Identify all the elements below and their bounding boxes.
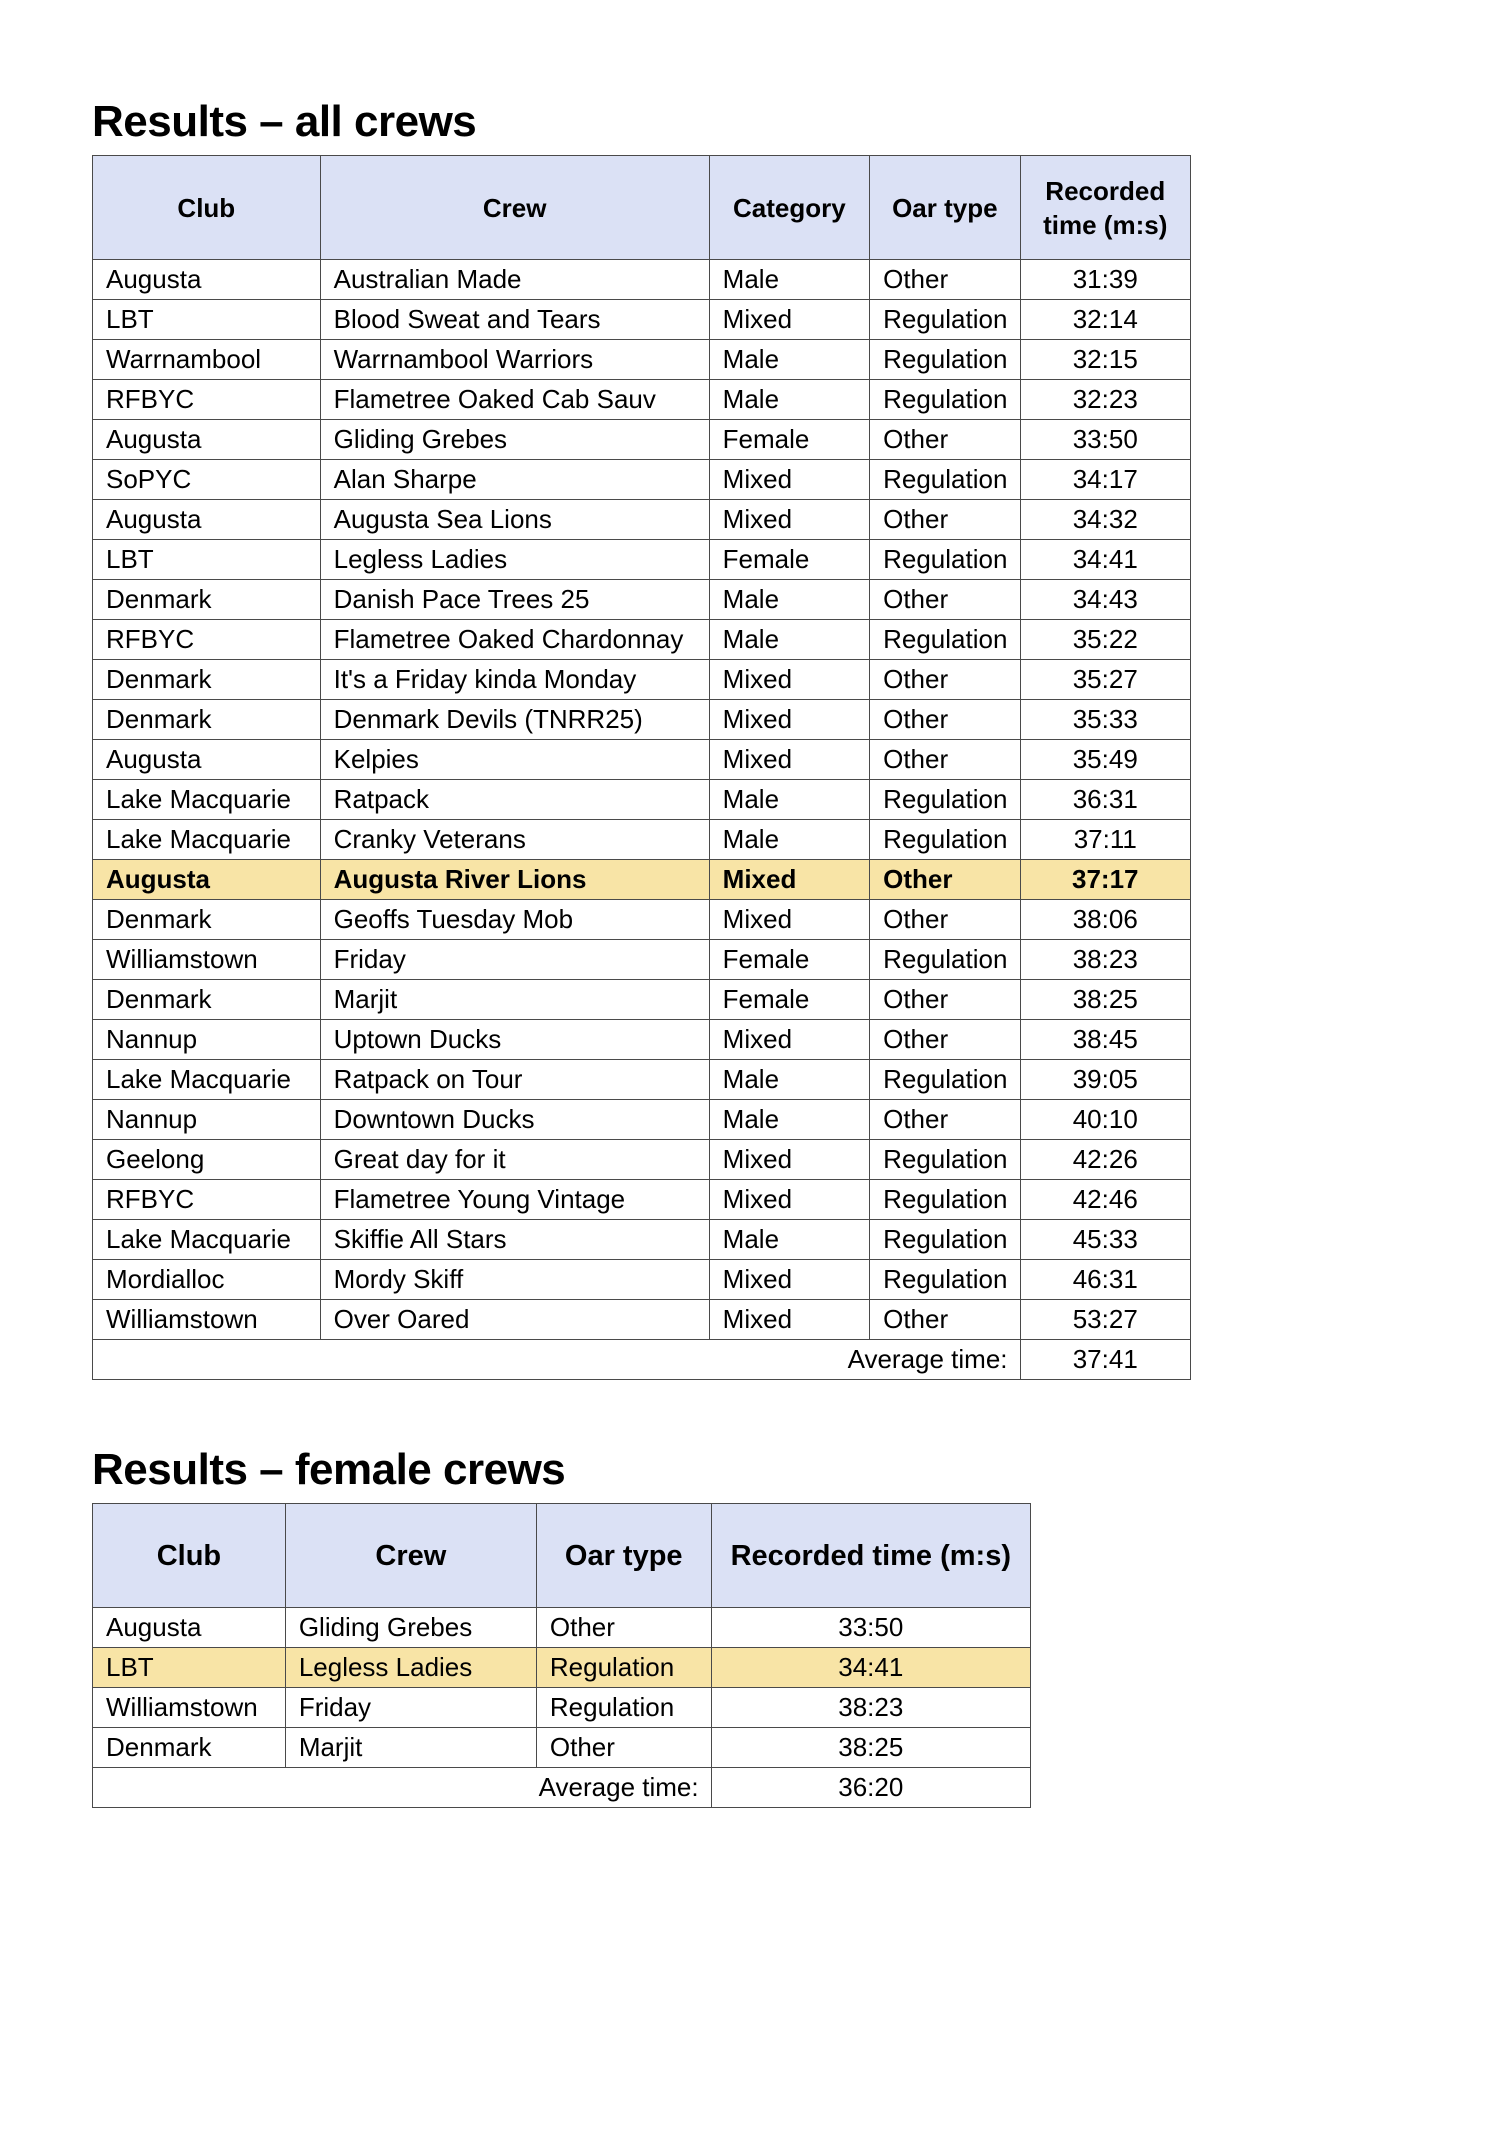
cell-crew: Marjit	[320, 980, 709, 1020]
column-header-club: Club	[93, 1504, 286, 1608]
table-row	[93, 420, 1191, 460]
cell-club: LBT	[93, 1648, 286, 1688]
cell-oar: Other	[870, 420, 1020, 460]
table-header-row	[93, 1504, 1031, 1608]
cell-oar: Regulation	[870, 1220, 1020, 1260]
cell-category: Female	[709, 540, 869, 580]
cell-crew: Marjit	[285, 1728, 536, 1768]
cell-club: Nannup	[93, 1020, 321, 1060]
table-row	[93, 1100, 1191, 1140]
cell-oar: Regulation	[870, 540, 1020, 580]
cell-category: Male	[709, 380, 869, 420]
cell-crew: Great day for it	[320, 1140, 709, 1180]
cell-category: Female	[709, 420, 869, 460]
table-row-highlighted	[93, 1648, 1031, 1688]
cell-time: 38:23	[1020, 940, 1190, 980]
table-row	[93, 820, 1191, 860]
table-row	[93, 620, 1191, 660]
cell-category: Male	[709, 780, 869, 820]
table-row	[93, 1020, 1191, 1060]
cell-oar: Regulation	[870, 820, 1020, 860]
cell-crew: It's a Friday kinda Monday	[320, 660, 709, 700]
cell-club: Augusta	[93, 860, 321, 900]
cell-club: Mordialloc	[93, 1260, 321, 1300]
cell-time: 42:46	[1020, 1180, 1190, 1220]
average-value: 36:20	[711, 1768, 1030, 1808]
cell-oar: Other	[870, 860, 1020, 900]
cell-oar: Regulation	[870, 1260, 1020, 1300]
average-row	[93, 1768, 1031, 1808]
cell-club: Denmark	[93, 700, 321, 740]
cell-time: 37:17	[1020, 860, 1190, 900]
all-crews-rows	[93, 260, 1191, 1340]
cell-club: Williamstown	[93, 940, 321, 980]
cell-category: Mixed	[709, 860, 869, 900]
cell-crew: Legless Ladies	[320, 540, 709, 580]
cell-time: 37:11	[1020, 820, 1190, 860]
cell-category: Mixed	[709, 740, 869, 780]
table-row	[93, 980, 1191, 1020]
cell-category: Male	[709, 260, 869, 300]
cell-crew: Flametree Oaked Chardonnay	[320, 620, 709, 660]
cell-club: Denmark	[93, 900, 321, 940]
table-row	[93, 700, 1191, 740]
cell-club: RFBYC	[93, 1180, 321, 1220]
cell-crew: Gliding Grebes	[285, 1608, 536, 1648]
cell-time: 45:33	[1020, 1220, 1190, 1260]
column-header-crew: Crew	[320, 156, 709, 260]
cell-oar: Regulation	[870, 380, 1020, 420]
table-row	[93, 300, 1191, 340]
results-page	[92, 92, 1422, 1808]
cell-category: Male	[709, 580, 869, 620]
cell-oar: Other	[870, 1300, 1020, 1340]
cell-time: 31:39	[1020, 260, 1190, 300]
cell-oar: Regulation	[536, 1648, 711, 1688]
cell-oar: Other	[870, 660, 1020, 700]
cell-time: 38:25	[1020, 980, 1190, 1020]
female-crews-table	[92, 1503, 1031, 1808]
cell-category: Female	[709, 940, 869, 980]
table-row	[93, 940, 1191, 980]
average-row	[93, 1340, 1191, 1380]
table-row	[93, 460, 1191, 500]
cell-crew: Friday	[320, 940, 709, 980]
cell-category: Male	[709, 820, 869, 860]
cell-oar: Regulation	[870, 620, 1020, 660]
cell-crew: Mordy Skiff	[320, 1260, 709, 1300]
column-header-oar-type: Oar type	[870, 156, 1020, 260]
cell-time: 38:06	[1020, 900, 1190, 940]
cell-category: Male	[709, 340, 869, 380]
cell-time: 35:22	[1020, 620, 1190, 660]
cell-crew: Danish Pace Trees 25	[320, 580, 709, 620]
cell-club: RFBYC	[93, 380, 321, 420]
cell-time: 32:23	[1020, 380, 1190, 420]
cell-oar: Other	[870, 900, 1020, 940]
cell-time: 34:32	[1020, 500, 1190, 540]
column-header-category: Category	[709, 156, 869, 260]
table-row	[93, 1220, 1191, 1260]
cell-category: Mixed	[709, 1300, 869, 1340]
cell-crew: Warrnambool Warriors	[320, 340, 709, 380]
cell-time: 34:41	[711, 1648, 1030, 1688]
cell-category: Male	[709, 1100, 869, 1140]
cell-crew: Cranky Veterans	[320, 820, 709, 860]
cell-oar: Regulation	[870, 460, 1020, 500]
cell-time: 38:23	[711, 1688, 1030, 1728]
cell-club: LBT	[93, 300, 321, 340]
cell-club: Augusta	[93, 260, 321, 300]
table-row	[93, 500, 1191, 540]
column-header-oar-type: Oar type	[536, 1504, 711, 1608]
cell-category: Mixed	[709, 700, 869, 740]
cell-oar: Other	[536, 1728, 711, 1768]
cell-club: RFBYC	[93, 620, 321, 660]
cell-crew: Over Oared	[320, 1300, 709, 1340]
cell-crew: Denmark Devils (TNRR25)	[320, 700, 709, 740]
table-row	[93, 900, 1191, 940]
cell-time: 35:49	[1020, 740, 1190, 780]
cell-category: Mixed	[709, 500, 869, 540]
table-row	[93, 780, 1191, 820]
cell-crew: Downtown Ducks	[320, 1100, 709, 1140]
cell-category: Male	[709, 1060, 869, 1100]
column-header-club: Club	[93, 156, 321, 260]
cell-club: Augusta	[93, 740, 321, 780]
cell-oar: Other	[870, 580, 1020, 620]
cell-time: 40:10	[1020, 1100, 1190, 1140]
cell-crew: Augusta Sea Lions	[320, 500, 709, 540]
cell-crew: Ratpack	[320, 780, 709, 820]
table-row	[93, 1688, 1031, 1728]
cell-oar: Regulation	[870, 940, 1020, 980]
cell-time: 39:05	[1020, 1060, 1190, 1100]
cell-club: Augusta	[93, 500, 321, 540]
cell-club: Augusta	[93, 1608, 286, 1648]
cell-time: 35:27	[1020, 660, 1190, 700]
cell-crew: Friday	[285, 1688, 536, 1728]
cell-category: Mixed	[709, 460, 869, 500]
cell-category: Mixed	[709, 1020, 869, 1060]
cell-category: Mixed	[709, 1180, 869, 1220]
table-row	[93, 740, 1191, 780]
cell-oar: Regulation	[870, 1060, 1020, 1100]
cell-crew: Gliding Grebes	[320, 420, 709, 460]
cell-crew: Flametree Young Vintage	[320, 1180, 709, 1220]
cell-category: Mixed	[709, 660, 869, 700]
cell-oar: Other	[870, 740, 1020, 780]
cell-club: Denmark	[93, 1728, 286, 1768]
table-row	[93, 1300, 1191, 1340]
table-row	[93, 540, 1191, 580]
cell-club: Geelong	[93, 1140, 321, 1180]
table-row	[93, 340, 1191, 380]
cell-time: 35:33	[1020, 700, 1190, 740]
cell-club: Nannup	[93, 1100, 321, 1140]
cell-category: Male	[709, 1220, 869, 1260]
cell-crew: Australian Made	[320, 260, 709, 300]
cell-oar: Regulation	[870, 780, 1020, 820]
cell-oar: Other	[870, 700, 1020, 740]
female-crews-rows	[93, 1608, 1031, 1768]
cell-category: Mixed	[709, 300, 869, 340]
cell-time: 33:50	[1020, 420, 1190, 460]
cell-crew: Blood Sweat and Tears	[320, 300, 709, 340]
table-header-row	[93, 156, 1191, 260]
cell-club: Warrnambool	[93, 340, 321, 380]
cell-time: 53:27	[1020, 1300, 1190, 1340]
cell-club: Williamstown	[93, 1688, 286, 1728]
cell-time: 46:31	[1020, 1260, 1190, 1300]
cell-time: 38:45	[1020, 1020, 1190, 1060]
cell-time: 34:43	[1020, 580, 1190, 620]
cell-crew: Geoffs Tuesday Mob	[320, 900, 709, 940]
cell-category: Male	[709, 620, 869, 660]
cell-club: Lake Macquarie	[93, 1060, 321, 1100]
all-crews-title: Results – all crews	[92, 97, 477, 146]
cell-club: LBT	[93, 540, 321, 580]
cell-time: 32:15	[1020, 340, 1190, 380]
table-row	[93, 1060, 1191, 1100]
cell-crew: Alan Sharpe	[320, 460, 709, 500]
cell-category: Mixed	[709, 1140, 869, 1180]
average-label: Average time:	[93, 1340, 1021, 1380]
cell-club: Augusta	[93, 420, 321, 460]
cell-club: Lake Macquarie	[93, 820, 321, 860]
cell-time: 33:50	[711, 1608, 1030, 1648]
cell-category: Mixed	[709, 1260, 869, 1300]
cell-club: Denmark	[93, 980, 321, 1020]
cell-club: Denmark	[93, 580, 321, 620]
cell-oar: Other	[870, 1020, 1020, 1060]
cell-oar: Regulation	[870, 1180, 1020, 1220]
cell-category: Mixed	[709, 900, 869, 940]
table-row	[93, 580, 1191, 620]
cell-oar: Other	[870, 1100, 1020, 1140]
cell-oar: Other	[870, 260, 1020, 300]
all-crews-table	[92, 155, 1191, 1380]
table-row	[93, 1608, 1031, 1648]
female-crews-title: Results – female crews	[92, 1445, 566, 1494]
table-row	[93, 260, 1191, 300]
cell-oar: Regulation	[536, 1688, 711, 1728]
cell-crew: Uptown Ducks	[320, 1020, 709, 1060]
cell-time: 34:17	[1020, 460, 1190, 500]
cell-oar: Other	[870, 980, 1020, 1020]
cell-club: Lake Macquarie	[93, 780, 321, 820]
table-row	[93, 1260, 1191, 1300]
table-row	[93, 1728, 1031, 1768]
table-row-highlighted	[93, 860, 1191, 900]
cell-club: Williamstown	[93, 1300, 321, 1340]
column-header-crew: Crew	[285, 1504, 536, 1608]
table-row	[93, 1140, 1191, 1180]
table-row	[93, 1180, 1191, 1220]
cell-crew: Augusta River Lions	[320, 860, 709, 900]
cell-club: Denmark	[93, 660, 321, 700]
cell-oar: Regulation	[870, 1140, 1020, 1180]
cell-time: 36:31	[1020, 780, 1190, 820]
column-header-recorded-time: Recorded time (m:s)	[1020, 156, 1190, 260]
cell-crew: Skiffie All Stars	[320, 1220, 709, 1260]
cell-category: Female	[709, 980, 869, 1020]
cell-oar: Other	[870, 500, 1020, 540]
cell-oar: Regulation	[870, 340, 1020, 380]
cell-time: 38:25	[711, 1728, 1030, 1768]
cell-crew: Legless Ladies	[285, 1648, 536, 1688]
cell-crew: Ratpack on Tour	[320, 1060, 709, 1100]
cell-crew: Flametree Oaked Cab Sauv	[320, 380, 709, 420]
table-row	[93, 380, 1191, 420]
cell-time: 34:41	[1020, 540, 1190, 580]
cell-time: 32:14	[1020, 300, 1190, 340]
cell-time: 42:26	[1020, 1140, 1190, 1180]
cell-crew: Kelpies	[320, 740, 709, 780]
column-header-recorded-time: Recorded time (m:s)	[711, 1504, 1030, 1608]
cell-oar: Regulation	[870, 300, 1020, 340]
average-value: 37:41	[1020, 1340, 1190, 1380]
cell-oar: Other	[536, 1608, 711, 1648]
cell-club: SoPYC	[93, 460, 321, 500]
average-label: Average time:	[93, 1768, 712, 1808]
cell-club: Lake Macquarie	[93, 1220, 321, 1260]
table-row	[93, 660, 1191, 700]
